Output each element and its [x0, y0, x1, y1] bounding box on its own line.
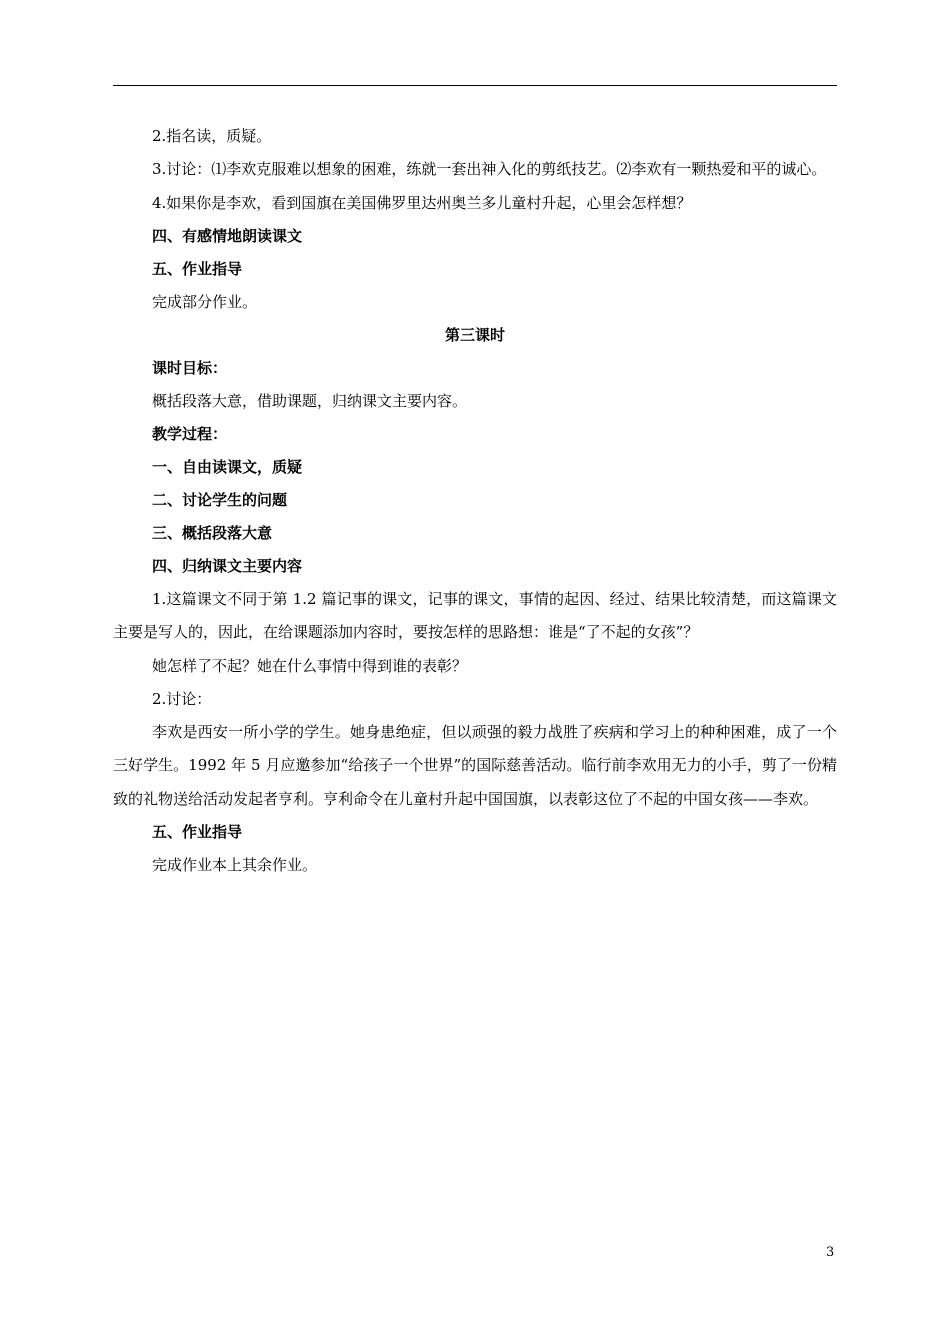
heading-homework-guidance: 五、作业指导: [152, 259, 243, 278]
paragraph-li-huan-story: 李欢是西安一所小学的学生。她身患绝症，但以顽强的毅力战胜了疾病和学习上的种种困难，成了一个三好学生。1992 年 5 月应邀参加“给孩子一个世界”的国际慈善活动。临行前李欢用无力的小手，剪了一份精致的礼物送给活动发起者亨利。亨利命令在儿童村升起中国国旗，以表彰这位了不起的中国女孩——李欢。: [113, 722, 837, 808]
paragraph-read-question: 2.指名读，质疑。: [152, 127, 272, 145]
page-number: 3: [826, 1245, 835, 1260]
heading-homework-guidance-2: 五、作业指导: [152, 823, 243, 841]
heading-step-four: 四、归纳课文主要内容: [152, 556, 303, 575]
section-title-third-lesson: 第三课时: [444, 325, 505, 344]
paragraph-discussion: 3.讨论：⑴李欢克服难以想象的困难，练就一套出神入化的剪纸技艺。⑵李欢有一颗热爱和平的诚心。: [152, 160, 827, 178]
paragraph-complete-remaining: 完成作业本上其余作业。: [152, 856, 318, 874]
header-rule: [113, 85, 837, 86]
heading-lesson-goals: 课时目标：: [152, 358, 228, 377]
document-body: [113, 120, 837, 882]
heading-step-two: 二、讨论学生的问题: [152, 490, 288, 509]
heading-teaching-process: 教学过程：: [152, 424, 228, 443]
paragraph-lesson-differs: 1.这篇课文不同于第 1.2 篇记事的课文，记事的课文，事情的起因、经过、结果比较清楚，而这篇课文主要是写人的，因此，在给课题添加内容时，要按怎样的思路想：谁是“了不起的女孩”？: [113, 589, 837, 641]
paragraph-goals: 概括段落大意，借助课题，归纳课文主要内容。: [152, 391, 468, 410]
heading-step-three: 三、概括段落大意: [152, 523, 273, 542]
paragraph-if-you-were: 4.如果你是李欢，看到国旗在美国佛罗里达州奥兰多儿童村升起，心里会怎样想？: [152, 193, 692, 212]
heading-read-with-feeling: 四、有感情地朗读课文: [152, 226, 303, 245]
paragraph-complete-homework: 完成部分作业。: [152, 292, 258, 311]
heading-step-one: 一、自由读课文，质疑: [152, 457, 303, 476]
paragraph-how-amazing: 她怎样了不起？她在什么事情中得到谁的表彰？: [152, 656, 468, 675]
paragraph-discussion-label: 2.讨论：: [152, 689, 212, 708]
